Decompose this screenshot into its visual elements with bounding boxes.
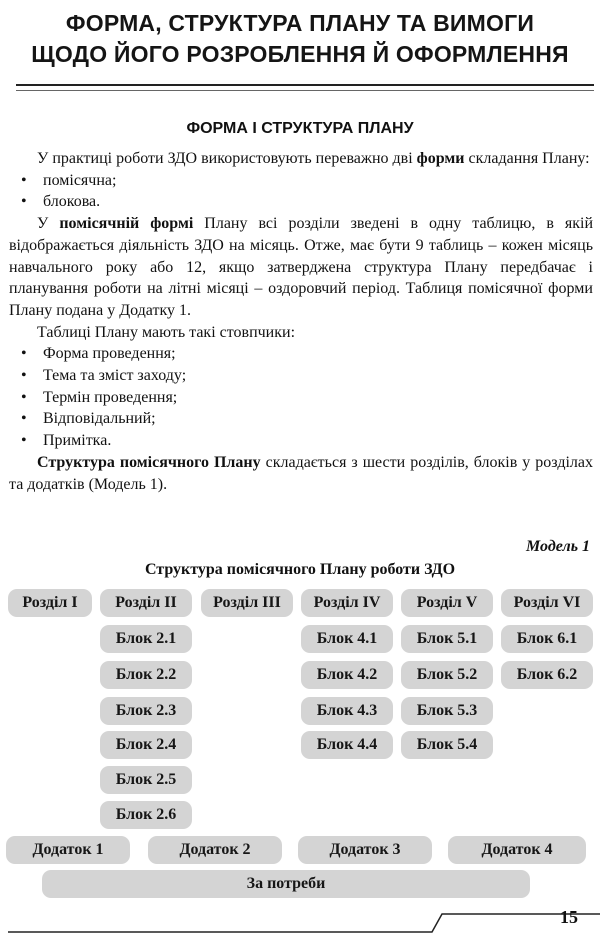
text-span: У практиці роботи ЗДО використовують переважно дві <box>37 150 417 167</box>
list-item: • Форма проведення; <box>9 343 593 365</box>
appendix-box: Додаток 2 <box>148 836 282 864</box>
block-box: Блок 2.2 <box>100 661 192 689</box>
section-box: Розділ III <box>201 589 293 617</box>
section-box: Розділ II <box>100 589 192 617</box>
list-item: • Тема та зміст заходу; <box>9 365 593 387</box>
block-box: Блок 4.1 <box>301 625 393 653</box>
list-item: • Термін проведення; <box>9 387 593 409</box>
list-item: • помісячна; <box>9 170 593 192</box>
block-box: Блок 5.4 <box>401 731 493 759</box>
text-span: У <box>37 215 60 233</box>
section-box: Розділ V <box>401 589 493 617</box>
chapter-title <box>0 8 600 70</box>
text-bold: помісячній формі <box>59 215 194 233</box>
chapter-title-line-1: ФОРМА, СТРУКТУРА ПЛАНУ ТА ВИМОГИ <box>65 10 535 36</box>
block-box: Блок 4.3 <box>301 697 393 725</box>
title-divider <box>16 84 594 86</box>
paragraph-columns: Таблиці Плану мають такі стовпчики: <box>37 323 296 341</box>
paragraph-forms <box>9 148 593 170</box>
block-box: Блок 5.1 <box>401 625 493 653</box>
block-box: Блок 2.4 <box>100 731 192 759</box>
list-item: • Відповідальний; <box>9 408 593 430</box>
paragraph-monthly <box>9 213 593 322</box>
block-box: Блок 4.4 <box>301 731 393 759</box>
text-bold: Структура помісячного Плану <box>37 453 261 471</box>
block-box: Блок 2.1 <box>100 625 192 653</box>
appendix-box: Додаток 4 <box>448 836 586 864</box>
block-box: Блок 6.1 <box>501 625 593 653</box>
paragraph-structure <box>9 452 593 495</box>
section-heading: ФОРМА І СТРУКТУРА ПЛАНУ <box>186 120 414 137</box>
section-box: Розділ I <box>8 589 92 617</box>
block-box: Блок 5.2 <box>401 661 493 689</box>
block-box: Блок 5.3 <box>401 697 493 725</box>
block-box: Блок 2.3 <box>100 697 192 725</box>
diagram-title: Структура помісячного Плану роботи ЗДО <box>144 561 456 578</box>
block-box: Блок 2.5 <box>100 766 192 794</box>
page-number: 15 <box>560 907 578 927</box>
block-box: Блок 6.2 <box>501 661 593 689</box>
appendix-box: Додаток 3 <box>298 836 432 864</box>
text-span: складання Плану: <box>464 150 590 167</box>
as-needed-box: За потреби <box>42 870 530 898</box>
title-divider-thin <box>16 90 594 91</box>
model-label: Модель 1 <box>526 538 590 555</box>
text-bold: форми <box>416 150 465 167</box>
appendix-box: Додаток 1 <box>6 836 130 864</box>
footer-rule <box>0 912 600 936</box>
list-item: • Примітка. <box>9 430 593 452</box>
list-item: • блокова. <box>9 191 593 213</box>
block-box: Блок 4.2 <box>301 661 393 689</box>
text-span: складається з шести розділів, блоків у розділах та додатків (Модель 1). <box>9 453 593 493</box>
chapter-title-line-2: ЩОДО ЙОГО РОЗРОБЛЕННЯ Й ОФОРМЛЕННЯ <box>31 41 569 67</box>
section-box: Розділ IV <box>301 589 393 617</box>
section-box: Розділ VI <box>501 589 593 617</box>
body-text <box>9 148 593 495</box>
text-span: Плану всі розділи зведені в одну таблицю, в якій відображається діяльність ЗДО на місяць. Отже, має бути 9 таблиць – кожен місяць навчального року або 12, якщо затверджена структура Плану передбачає і планування роботи на літні місяці – оздоровчий період. Таблиця помісячної форми Плану подана у Додатку 1. <box>9 215 594 319</box>
block-box: Блок 2.6 <box>100 801 192 829</box>
